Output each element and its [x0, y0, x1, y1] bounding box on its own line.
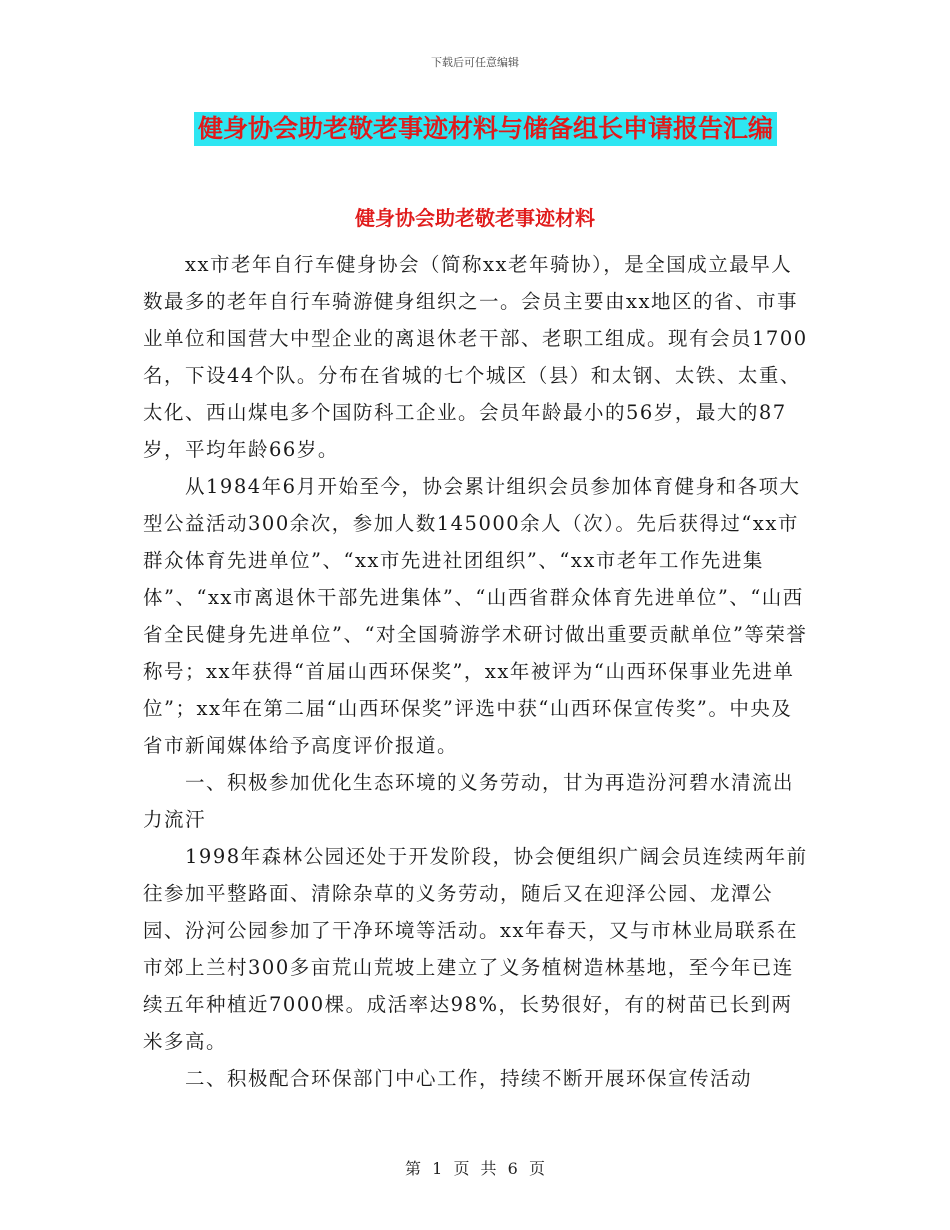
page-label: 第 [405, 1159, 422, 1178]
section-title: 健身协会助老敬老事迹材料 [355, 206, 595, 230]
paragraph-achievements: 从1984年6月开始至今，协会累计组织会员参加体育健身和各项大型公益活动300余次，参加人数145000余人（次）。先后获得过“xx市群众体育先进单位”、“xx市先进社团组织”、“xx市老年工作先进集体”、“xx市离退休干部先进集体”、“山西省群众体育先进单位”、“山西省全民健身先进单位”、“对全国骑游学术研讨做出重要贡献单位”等荣誉称号；xx年获得“首届山西环保奖”，xx年被评为“山西环保事业先进单位”；xx年在第二届“山西环保奖”评选中获“山西环保宣传奖”。中央及省市新闻媒体给予高度评价报道。 [143, 475, 808, 757]
paragraph-intro: xx市老年自行车健身协会（简称xx老年骑协），是全国成立最早人数最多的老年自行车骑游健身组织之一。会员主要由xx地区的省、市事业单位和国营大中型企业的离退休老干部、老职工组成。现有会员1700名，下设44个队。分布在省城的七个城区（县）和太钢、太铁、太重、太化、西山煤电多个国防科工企业。会员年龄最小的56岁，最大的87岁，平均年龄66岁。 [143, 253, 808, 461]
paragraph-forest-park: 1998年森林公园还处于开发阶段，协会便组织广阔会员连续两年前往参加平整路面、清除杂草的义务劳动，随后又在迎泽公园、龙潭公园、汾河公园参加了干净环境等活动。xx年春天，又与市林业局联系在市郊上兰村300多亩荒山荒坡上建立了义务植树造林基地，至今年已连续五年种植近7000棵。成活率达98%，长势很好，有的树苗已长到两米多高。 [143, 845, 808, 1053]
page-footer [0, 1156, 950, 1179]
page-current: 1 [432, 1159, 443, 1178]
paragraph-heading-1: 一、积极参加优化生态环境的义务劳动，甘为再造汾河碧水清流出力流汗 [143, 771, 795, 831]
document-body [143, 246, 811, 1097]
document-main-title: 健身协会助老敬老事迹材料与储备组长申请报告汇编 [194, 112, 777, 146]
total-unit: 页 [528, 1159, 545, 1178]
paragraph-heading-2: 二、积极配合环保部门中心工作，持续不断开展环保宣传活动 [185, 1067, 753, 1090]
total-label: 共 [480, 1159, 497, 1178]
header-note: 下载后可任意编辑 [431, 56, 519, 69]
page-total: 6 [507, 1159, 518, 1178]
page-unit: 页 [453, 1159, 470, 1178]
